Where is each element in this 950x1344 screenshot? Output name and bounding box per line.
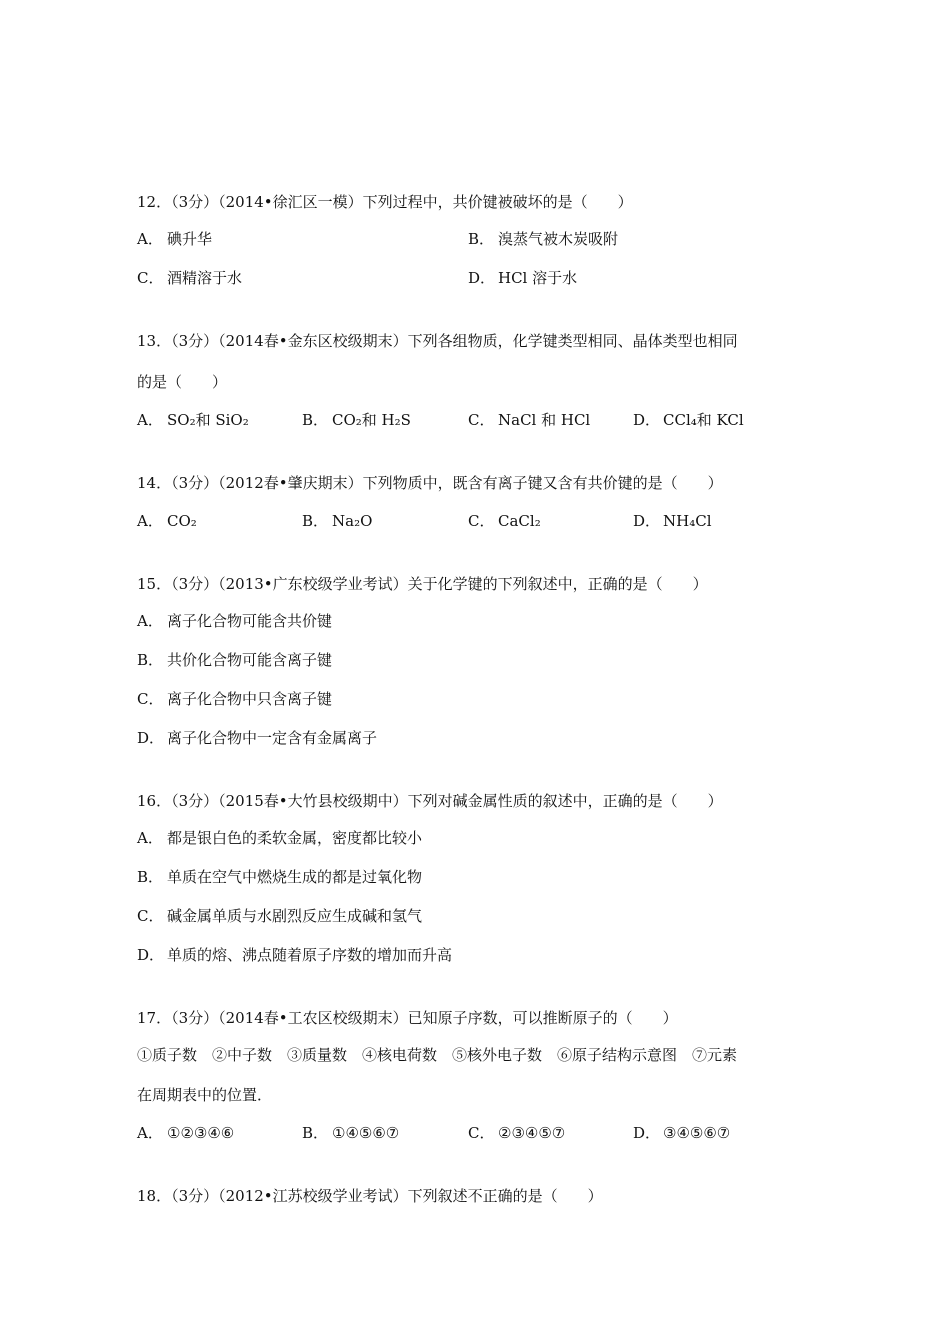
question-13-stem-line-2: 的是（ ） [137,373,228,391]
question-13-option-c: C． NaCl 和 HCl [468,411,591,429]
question-17-stem-line-2: ①质子数 ②中子数 ③质量数 ④核电荷数 ⑤核外电子数 ⑥原子结构示意图 ⑦元素 [137,1046,738,1064]
question-15-option-c: C． 离子化合物中只含离子键 [137,690,333,708]
question-17-option-a: A． ①②③④⑥ [137,1124,235,1142]
question-12-option-d: D． HCl 溶于水 [468,269,578,287]
question-12-stem: 12．（3分）（2014•徐汇区一模）下列过程中，共价键被破坏的是（ ） [137,193,633,211]
question-16-option-c: C． 碱金属单质与水剧烈反应生成碱和氢气 [137,907,423,925]
question-15-option-a: A． 离子化合物可能含共价键 [137,612,333,630]
question-17-option-d: D． ③④⑤⑥⑦ [633,1124,731,1142]
question-18-stem: 18．（3分）（2012•江苏校级学业考试）下列叙述不正确的是（ ） [137,1187,603,1205]
question-13-option-b: B． CO₂和 H₂S [302,411,411,429]
question-17-stem-line-3: 在周期表中的位置． [137,1086,273,1104]
question-12-option-b: B． 溴蒸气被木炭吸附 [468,230,619,248]
question-13-stem-line-1: 13．（3分）（2014春•金东区校级期末）下列各组物质，化学键类型相同、晶体类型也相同 [137,332,738,350]
question-17-stem: 17．（3分）（2014春•工农区校级期末）已知原子序数，可以推断原子的（ ） [137,1009,678,1027]
question-14-stem: 14．（3分）（2012春•肇庆期末）下列物质中，既含有离子键又含有共价键的是（ ） [137,474,723,492]
question-17-option-c: C． ②③④⑤⑦ [468,1124,566,1142]
question-15-stem: 15．（3分）（2013•广东校级学业考试）关于化学键的下列叙述中，正确的是（ ） [137,575,708,593]
question-14-option-a: A． CO₂ [137,512,197,530]
question-13-option-d: D． CCl₄和 KCl [633,411,744,429]
question-14-option-d: D． NH₄Cl [633,512,712,530]
question-13-option-a: A． SO₂和 SiO₂ [137,411,249,429]
question-15-option-d: D． 离子化合物中一定含有金属离子 [137,729,378,747]
question-14-option-c: C． CaCl₂ [468,512,541,530]
question-14-option-b: B． Na₂O [302,512,373,530]
question-16-stem: 16．（3分）（2015春•大竹县校级期中）下列对碱金属性质的叙述中，正确的是（ ） [137,792,723,810]
question-17-option-b: B． ①④⑤⑥⑦ [302,1124,400,1142]
question-16-option-a: A． 都是银白色的柔软金属，密度都比较小 [137,829,423,847]
question-16-option-d: D． 单质的熔、沸点随着原子序数的增加而升高 [137,946,453,964]
question-12-option-a: A． 碘升华 [137,230,213,248]
question-15-option-b: B． 共价化合物可能含离子键 [137,651,333,669]
question-16-option-b: B． 单质在空气中燃烧生成的都是过氧化物 [137,868,423,886]
question-12-option-c: C． 酒精溶于水 [137,269,243,287]
